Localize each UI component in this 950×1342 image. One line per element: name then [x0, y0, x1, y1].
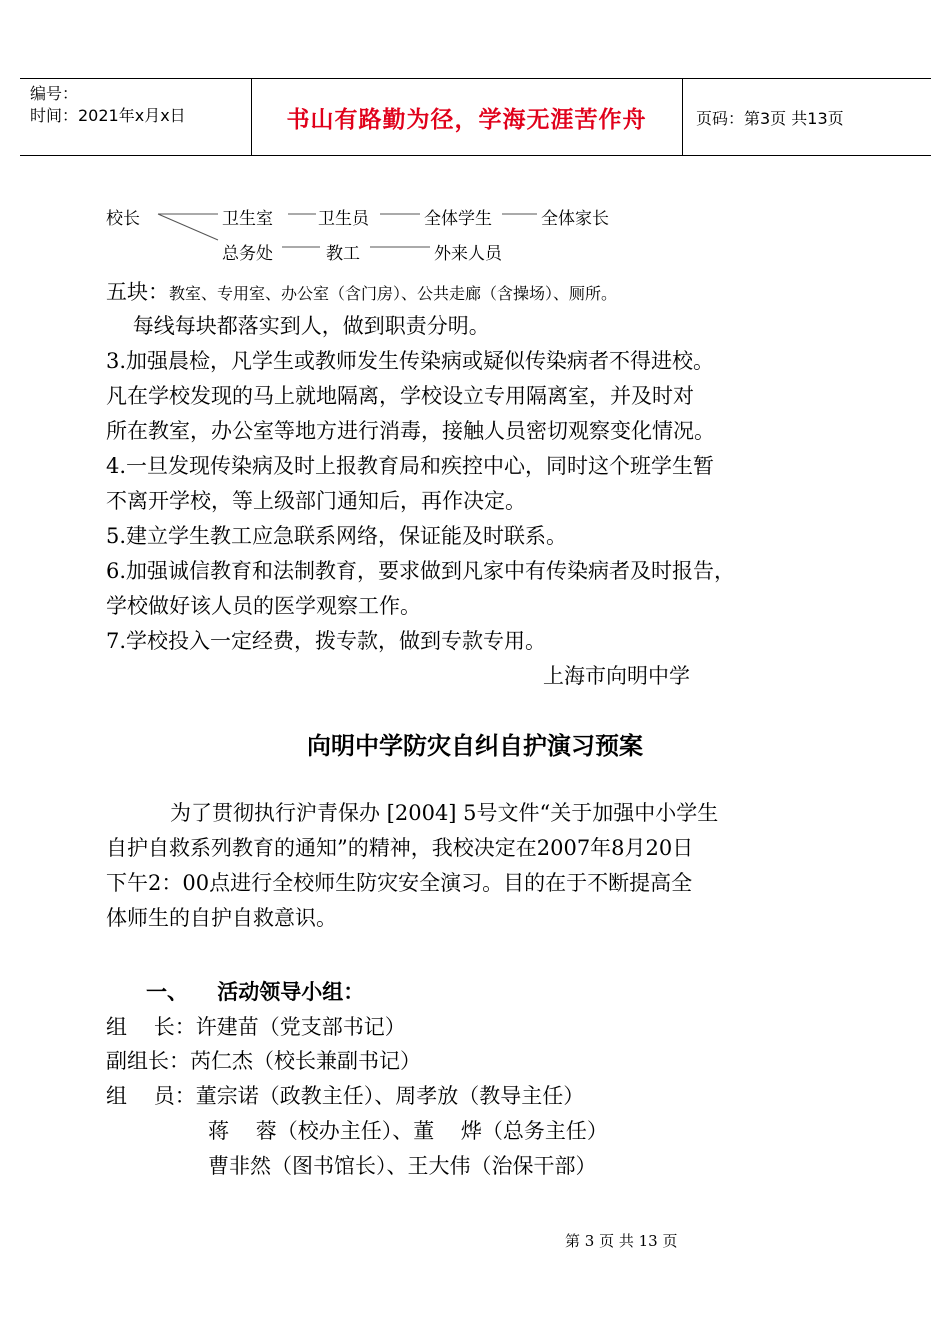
body-line: 凡在学校发现的马上就地隔离，学校设立专用隔离室，并及时对 — [106, 384, 694, 408]
member-line: 组 长：许建苗（党支部书记） — [106, 1015, 406, 1039]
org-staff: 教工 — [326, 244, 360, 264]
body-line: 所在教室，办公室等地方进行消毒，接触人员密切观察变化情况。 — [106, 419, 715, 443]
body-line: 7.学校投入一定经费，拨专款，做到专款专用。 — [106, 629, 547, 653]
org-visitors: 外来人员 — [434, 244, 502, 264]
five-blocks-label: 五块： — [106, 280, 169, 304]
header-motto: 书山有路勤为径，学海无涯苦作舟 — [286, 106, 647, 133]
signature: 上海市向明中学 — [543, 664, 690, 688]
five-blocks-line — [106, 276, 617, 306]
body-line: 每线每块都落实到人，做到职责分明。 — [106, 314, 490, 338]
org-chart — [0, 0, 950, 270]
member-line: 蒋 蓉（校办主任）、董 烨（总务主任） — [208, 1119, 608, 1143]
org-principal: 校长 — [106, 209, 140, 229]
body-line: 5.建立学生教工应急联系网络，保证能及时联系。 — [106, 524, 568, 548]
org-general-affairs: 总务处 — [222, 244, 273, 264]
intro-line: 自护自救系列教育的通知”的精神，我校决定在2007年8月20日 — [106, 836, 694, 860]
intro-line: 为了贯彻执行沪青保办 [2004] 5号文件“关于加强中小学生 — [170, 801, 719, 825]
member-line: 组 员：董宗诺（政教主任）、周孝放（教导主任） — [106, 1084, 585, 1108]
header-number: 编号： — [30, 84, 79, 103]
body-line: 3.加强晨检，凡学生或教师发生传染病或疑似传染病者不得进校。 — [106, 349, 715, 373]
org-all-parents: 全体家长 — [541, 209, 609, 229]
org-clinic: 卫生室 — [222, 209, 273, 229]
body-line: 4.一旦发现传染病及时上报教育局和疾控中心，同时这个班学生暂 — [106, 454, 715, 478]
header-page-number: 页码：第3页 共13页 — [696, 108, 844, 128]
page-footer: 第 3 页 共 13 页 — [565, 1232, 678, 1250]
member-line: 曹非然（图书馆长）、王大伟（治保干部） — [208, 1154, 597, 1178]
section-heading: 一、 活动领导小组： — [146, 980, 365, 1004]
member-line: 副组长：芮仁杰（校长兼副书记） — [106, 1049, 421, 1073]
body-line: 6.加强诚信教育和法制教育，要求做到凡家中有传染病者及时报告， — [106, 559, 736, 583]
intro-line: 体师生的自护自救意识。 — [106, 906, 337, 930]
org-chart-connectors — [0, 0, 950, 270]
body-line: 学校做好该人员的医学观察工作。 — [106, 594, 421, 618]
intro-line: 下午2：00点进行全校师生防灾安全演习。目的在于不断提高全 — [106, 871, 693, 895]
body-line: 不离开学校，等上级部门通知后，再作决定。 — [106, 489, 526, 513]
org-health-staff: 卫生员 — [318, 209, 369, 229]
document-title: 向明中学防灾自纠自护演习预案 — [307, 732, 643, 760]
five-blocks-text: 教室、专用室、办公室（含门房）、公共走廊（含操场）、厕所。 — [169, 284, 618, 303]
header-time: 时间：2021年x月x日 — [30, 106, 186, 125]
org-all-students: 全体学生 — [424, 209, 492, 229]
